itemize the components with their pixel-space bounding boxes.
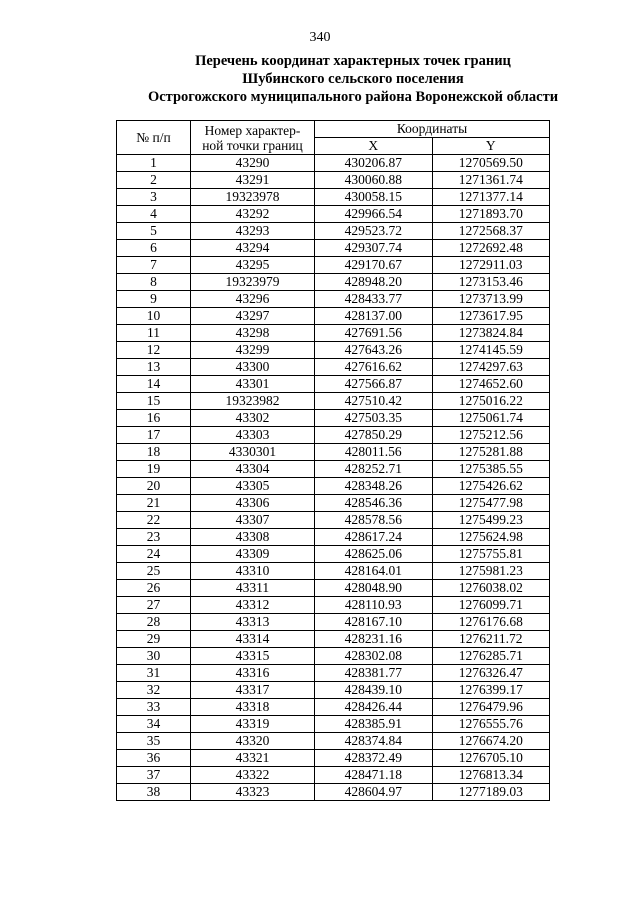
row-number-cell: 30: [117, 648, 191, 665]
row-number-cell: 15: [117, 393, 191, 410]
point-number-cell: 43297: [191, 308, 315, 325]
row-number-cell: 24: [117, 546, 191, 563]
header-point: [191, 121, 315, 155]
y-coordinate-cell: 1276038.02: [432, 580, 550, 597]
table-row: [117, 767, 550, 784]
header-point-line-2: ной точки границ: [202, 137, 303, 153]
row-number-cell: 27: [117, 597, 191, 614]
table-row: [117, 257, 550, 274]
row-number-cell: 25: [117, 563, 191, 580]
coordinates-table: [116, 120, 550, 801]
point-number-cell: 43308: [191, 529, 315, 546]
x-coordinate-cell: 430060.88: [315, 172, 433, 189]
page-number: 340: [309, 30, 331, 45]
point-number-cell: 43311: [191, 580, 315, 597]
row-number-cell: 35: [117, 733, 191, 750]
point-number-cell: 43307: [191, 512, 315, 529]
y-coordinate-cell: 1277189.03: [432, 784, 550, 801]
row-number-cell: 13: [117, 359, 191, 376]
y-coordinate-cell: 1274297.63: [432, 359, 550, 376]
table-row: [117, 274, 550, 291]
x-coordinate-cell: 428231.16: [315, 631, 433, 648]
x-coordinate-cell: 427503.35: [315, 410, 433, 427]
point-number-cell: 43313: [191, 614, 315, 631]
point-number-cell: 43305: [191, 478, 315, 495]
point-number-cell: 43298: [191, 325, 315, 342]
x-coordinate-cell: 428604.97: [315, 784, 433, 801]
y-coordinate-cell: 1274145.59: [432, 342, 550, 359]
header-point-line-1: Номер характер-: [204, 122, 301, 138]
row-number-cell: 10: [117, 308, 191, 325]
y-coordinate-cell: 1270569.50: [432, 155, 550, 172]
y-coordinate-cell: 1271893.70: [432, 206, 550, 223]
table-row: [117, 206, 550, 223]
point-number-cell: 19323978: [191, 189, 315, 206]
point-number-cell: 43304: [191, 461, 315, 478]
y-coordinate-cell: 1275624.98: [432, 529, 550, 546]
row-number-cell: 20: [117, 478, 191, 495]
x-coordinate-cell: 428426.44: [315, 699, 433, 716]
x-coordinate-cell: 430206.87: [315, 155, 433, 172]
y-coordinate-cell: 1272568.37: [432, 223, 550, 240]
row-number-cell: 28: [117, 614, 191, 631]
y-coordinate-cell: 1275755.81: [432, 546, 550, 563]
row-number-cell: 23: [117, 529, 191, 546]
row-number-cell: 11: [117, 325, 191, 342]
table-row: [117, 597, 550, 614]
row-number-cell: 21: [117, 495, 191, 512]
row-number-cell: 9: [117, 291, 191, 308]
table-row: [117, 444, 550, 461]
x-coordinate-cell: 428348.26: [315, 478, 433, 495]
document-title: [0, 52, 640, 106]
table-row: [117, 563, 550, 580]
table-row: [117, 631, 550, 648]
x-coordinate-cell: 427510.42: [315, 393, 433, 410]
y-coordinate-cell: 1275385.55: [432, 461, 550, 478]
title-line-2: Шубинского сельского поселения: [242, 71, 464, 87]
table-row: [117, 427, 550, 444]
point-number-cell: 43301: [191, 376, 315, 393]
x-coordinate-cell: 428011.56: [315, 444, 433, 461]
y-coordinate-cell: 1275981.23: [432, 563, 550, 580]
point-number-cell: 43295: [191, 257, 315, 274]
y-coordinate-cell: 1276479.96: [432, 699, 550, 716]
row-number-cell: 3: [117, 189, 191, 206]
point-number-cell: 43296: [191, 291, 315, 308]
row-number-cell: 16: [117, 410, 191, 427]
row-number-cell: 38: [117, 784, 191, 801]
table-row: [117, 512, 550, 529]
row-number-cell: 26: [117, 580, 191, 597]
y-coordinate-cell: 1273824.84: [432, 325, 550, 342]
x-coordinate-cell: 427566.87: [315, 376, 433, 393]
header-num: № п/п: [117, 121, 191, 155]
y-coordinate-cell: 1276555.76: [432, 716, 550, 733]
table-row: [117, 410, 550, 427]
table-row: [117, 461, 550, 478]
table-row: [117, 699, 550, 716]
row-number-cell: 4: [117, 206, 191, 223]
header-y: Y: [432, 138, 550, 155]
y-coordinate-cell: 1275061.74: [432, 410, 550, 427]
x-coordinate-cell: 428439.10: [315, 682, 433, 699]
x-coordinate-cell: 428381.77: [315, 665, 433, 682]
row-number-cell: 2: [117, 172, 191, 189]
x-coordinate-cell: 428167.10: [315, 614, 433, 631]
y-coordinate-cell: 1276099.71: [432, 597, 550, 614]
point-number-cell: 43322: [191, 767, 315, 784]
x-coordinate-cell: 428164.01: [315, 563, 433, 580]
table-row: [117, 716, 550, 733]
y-coordinate-cell: 1276399.17: [432, 682, 550, 699]
header-x: X: [315, 138, 433, 155]
x-coordinate-cell: 429966.54: [315, 206, 433, 223]
point-number-cell: 19323982: [191, 393, 315, 410]
row-number-cell: 12: [117, 342, 191, 359]
table-row: [117, 478, 550, 495]
x-coordinate-cell: 428137.00: [315, 308, 433, 325]
row-number-cell: 36: [117, 750, 191, 767]
row-number-cell: 32: [117, 682, 191, 699]
point-number-cell: 43320: [191, 733, 315, 750]
table-body: [117, 155, 550, 801]
y-coordinate-cell: 1276674.20: [432, 733, 550, 750]
title-line-1: Перечень координат характерных точек границ: [195, 53, 511, 69]
y-coordinate-cell: 1271377.14: [432, 189, 550, 206]
y-coordinate-cell: 1275281.88: [432, 444, 550, 461]
table-row: [117, 308, 550, 325]
point-number-cell: 43319: [191, 716, 315, 733]
x-coordinate-cell: 429307.74: [315, 240, 433, 257]
table-row: [117, 223, 550, 240]
table-row: [117, 172, 550, 189]
row-number-cell: 7: [117, 257, 191, 274]
title-line-3: Острогожского муниципального района Воронежской области: [147, 89, 559, 105]
point-number-cell: 43318: [191, 699, 315, 716]
table-row: [117, 682, 550, 699]
point-number-cell: 43292: [191, 206, 315, 223]
row-number-cell: 8: [117, 274, 191, 291]
x-coordinate-cell: 427850.29: [315, 427, 433, 444]
row-number-cell: 1: [117, 155, 191, 172]
point-number-cell: 43321: [191, 750, 315, 767]
y-coordinate-cell: 1272911.03: [432, 257, 550, 274]
y-coordinate-cell: 1275499.23: [432, 512, 550, 529]
x-coordinate-cell: 428252.71: [315, 461, 433, 478]
y-coordinate-cell: 1276176.68: [432, 614, 550, 631]
table-row: [117, 342, 550, 359]
x-coordinate-cell: 428385.91: [315, 716, 433, 733]
y-coordinate-cell: 1276705.10: [432, 750, 550, 767]
x-coordinate-cell: 428948.20: [315, 274, 433, 291]
y-coordinate-cell: 1275212.56: [432, 427, 550, 444]
point-number-cell: 43306: [191, 495, 315, 512]
row-number-cell: 33: [117, 699, 191, 716]
x-coordinate-cell: 427691.56: [315, 325, 433, 342]
table-row: [117, 291, 550, 308]
table-row: [117, 325, 550, 342]
x-coordinate-cell: 428048.90: [315, 580, 433, 597]
point-number-cell: 43323: [191, 784, 315, 801]
x-coordinate-cell: 428578.56: [315, 512, 433, 529]
y-coordinate-cell: 1276326.47: [432, 665, 550, 682]
row-number-cell: 22: [117, 512, 191, 529]
x-coordinate-cell: 427616.62: [315, 359, 433, 376]
point-number-cell: 43314: [191, 631, 315, 648]
point-number-cell: 43300: [191, 359, 315, 376]
table-row: [117, 580, 550, 597]
y-coordinate-cell: 1275016.22: [432, 393, 550, 410]
x-coordinate-cell: 428546.36: [315, 495, 433, 512]
point-number-cell: 43290: [191, 155, 315, 172]
y-coordinate-cell: 1273713.99: [432, 291, 550, 308]
row-number-cell: 29: [117, 631, 191, 648]
point-number-cell: 43310: [191, 563, 315, 580]
table-row: [117, 529, 550, 546]
table-row: [117, 376, 550, 393]
table-row: [117, 750, 550, 767]
row-number-cell: 18: [117, 444, 191, 461]
x-coordinate-cell: 428374.84: [315, 733, 433, 750]
row-number-cell: 6: [117, 240, 191, 257]
point-number-cell: 43302: [191, 410, 315, 427]
x-coordinate-cell: 428617.24: [315, 529, 433, 546]
row-number-cell: 31: [117, 665, 191, 682]
row-number-cell: 17: [117, 427, 191, 444]
table-row: [117, 495, 550, 512]
table-row: [117, 189, 550, 206]
y-coordinate-cell: 1272692.48: [432, 240, 550, 257]
y-coordinate-cell: 1275477.98: [432, 495, 550, 512]
point-number-cell: 43309: [191, 546, 315, 563]
x-coordinate-cell: 429170.67: [315, 257, 433, 274]
table-row: [117, 393, 550, 410]
x-coordinate-cell: 428625.06: [315, 546, 433, 563]
point-number-cell: 4330301: [191, 444, 315, 461]
table-row: [117, 546, 550, 563]
point-number-cell: 43312: [191, 597, 315, 614]
point-number-cell: 43294: [191, 240, 315, 257]
point-number-cell: 43299: [191, 342, 315, 359]
row-number-cell: 14: [117, 376, 191, 393]
table-row: [117, 240, 550, 257]
y-coordinate-cell: 1276285.71: [432, 648, 550, 665]
x-coordinate-cell: 428302.08: [315, 648, 433, 665]
y-coordinate-cell: 1276813.34: [432, 767, 550, 784]
header-coordinates: Координаты: [315, 121, 550, 138]
row-number-cell: 37: [117, 767, 191, 784]
x-coordinate-cell: 428433.77: [315, 291, 433, 308]
point-number-cell: 43291: [191, 172, 315, 189]
point-number-cell: 43316: [191, 665, 315, 682]
y-coordinate-cell: 1273153.46: [432, 274, 550, 291]
point-number-cell: 43293: [191, 223, 315, 240]
y-coordinate-cell: 1275426.62: [432, 478, 550, 495]
table-row: [117, 733, 550, 750]
y-coordinate-cell: 1274652.60: [432, 376, 550, 393]
table-row: [117, 648, 550, 665]
row-number-cell: 34: [117, 716, 191, 733]
point-number-cell: 43303: [191, 427, 315, 444]
point-number-cell: 43317: [191, 682, 315, 699]
y-coordinate-cell: 1271361.74: [432, 172, 550, 189]
y-coordinate-cell: 1273617.95: [432, 308, 550, 325]
row-number-cell: 19: [117, 461, 191, 478]
point-number-cell: 43315: [191, 648, 315, 665]
x-coordinate-cell: 428110.93: [315, 597, 433, 614]
x-coordinate-cell: 428471.18: [315, 767, 433, 784]
row-number-cell: 5: [117, 223, 191, 240]
table-row: [117, 784, 550, 801]
table-row: [117, 665, 550, 682]
point-number-cell: 19323979: [191, 274, 315, 291]
table-row: [117, 155, 550, 172]
x-coordinate-cell: 429523.72: [315, 223, 433, 240]
x-coordinate-cell: 430058.15: [315, 189, 433, 206]
y-coordinate-cell: 1276211.72: [432, 631, 550, 648]
table-row: [117, 614, 550, 631]
table-row: [117, 359, 550, 376]
x-coordinate-cell: 428372.49: [315, 750, 433, 767]
x-coordinate-cell: 427643.26: [315, 342, 433, 359]
